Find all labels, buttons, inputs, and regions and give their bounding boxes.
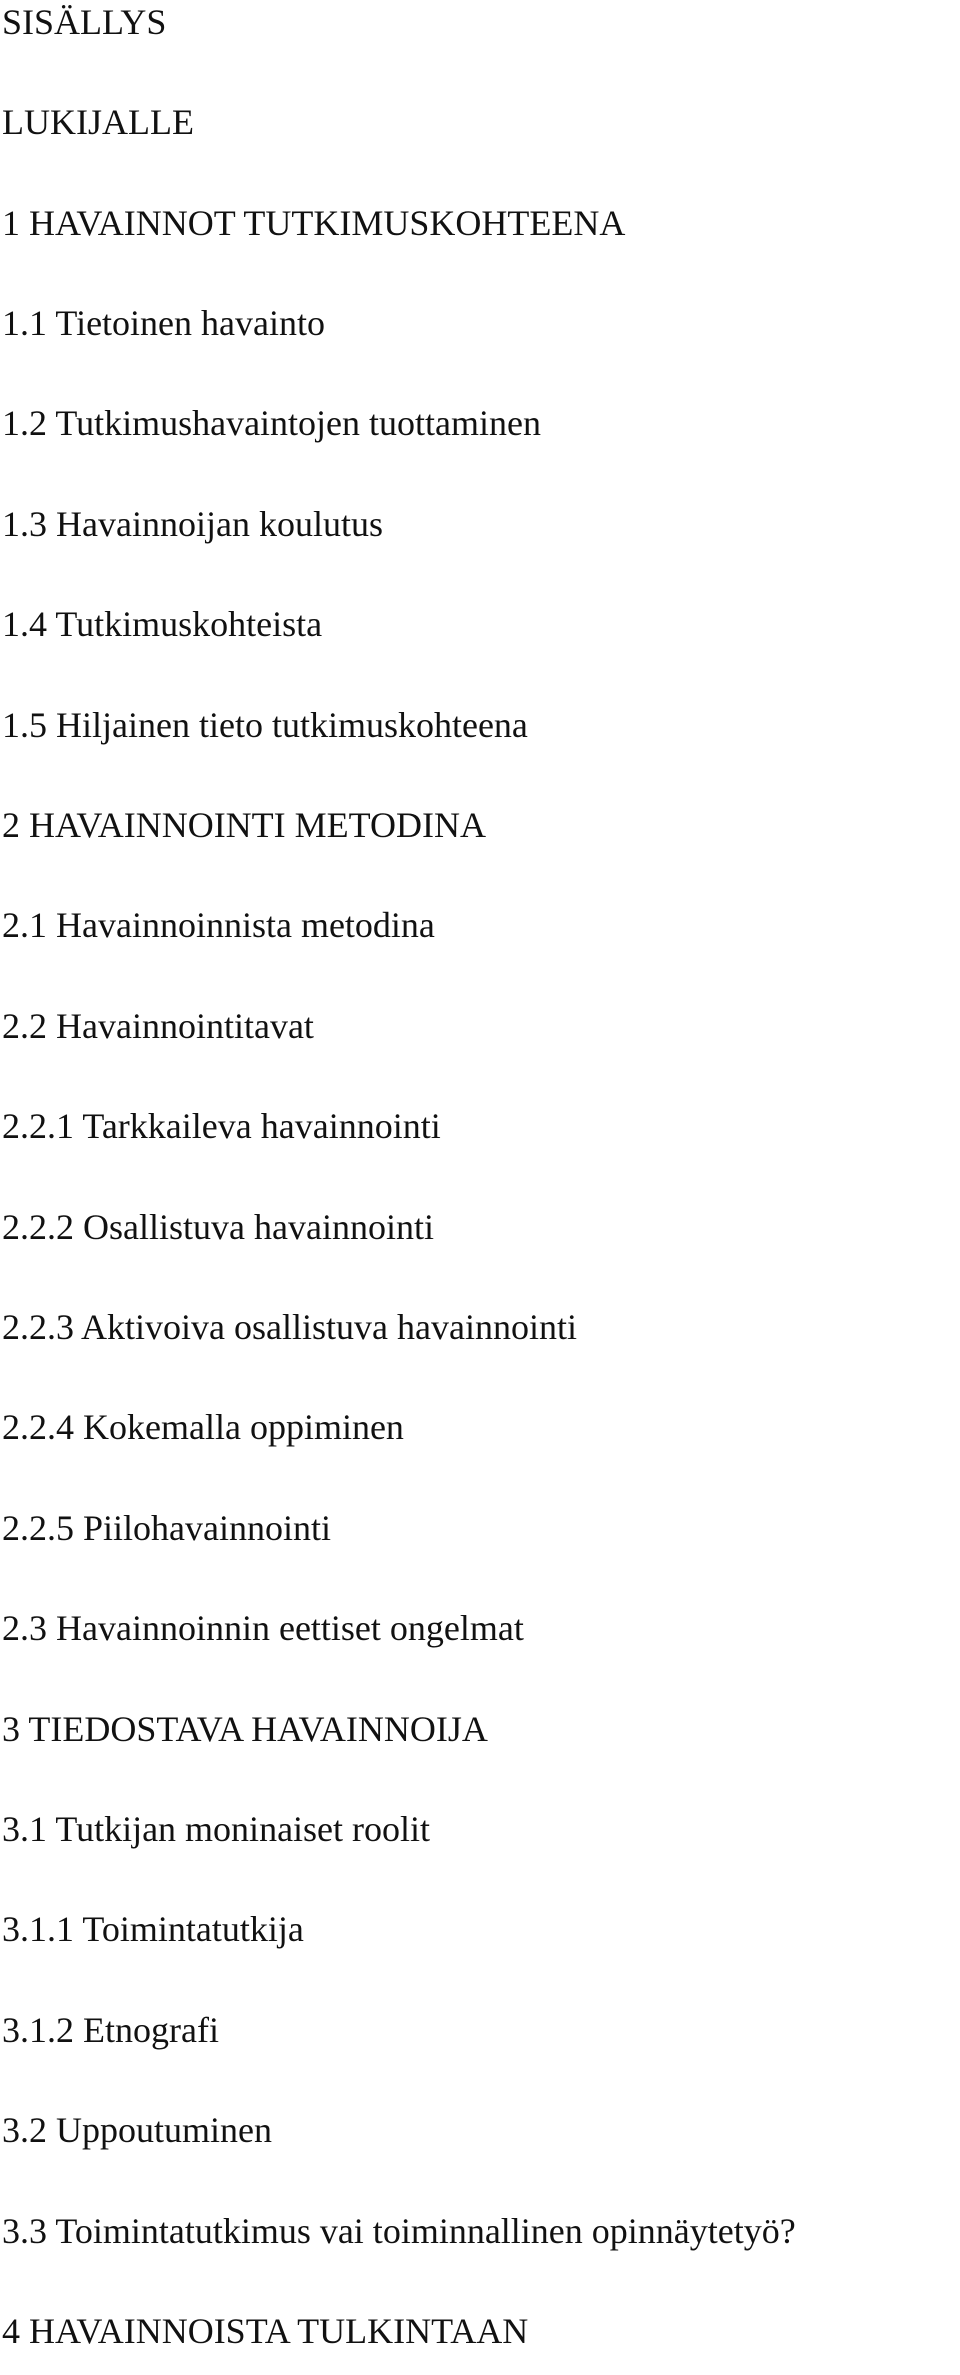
toc-entry-2-2-5: 2.2.5 Piilohavainnointi: [2, 1508, 331, 1548]
toc-heading: SISÄLLYS: [2, 2, 167, 42]
toc-entry-3-1: 3.1 Tutkijan moninaiset roolit: [2, 1809, 431, 1849]
toc-entry-3-1-1: 3.1.1 Toimintatutkija: [2, 1909, 304, 1949]
toc-entry-chapter-4: 4 HAVAINNOISTA TULKINTAAN: [2, 2311, 529, 2351]
toc-entry-1-2: 1.2 Tutkimushavaintojen tuottaminen: [2, 403, 541, 443]
toc-entry-2-2-1: 2.2.1 Tarkkaileva havainnointi: [2, 1106, 441, 1146]
toc-entry-3-1-2: 3.1.2 Etnografi: [2, 2010, 219, 2050]
toc-entry-chapter-2: 2 HAVAINNOINTI METODINA: [2, 805, 486, 845]
toc-entry-2-2-2: 2.2.2 Osallistuva havainnointi: [2, 1207, 434, 1247]
toc-entry-chapter-1: 1 HAVAINNOT TUTKIMUSKOHTEENA: [2, 203, 626, 243]
toc-entry-1-1: 1.1 Tietoinen havainto: [2, 303, 325, 343]
toc-entry-3-2: 3.2 Uppoutuminen: [2, 2110, 272, 2150]
toc-entry-lukijalle: LUKIJALLE: [2, 102, 194, 142]
toc-entry-2-2: 2.2 Havainnointitavat: [2, 1006, 314, 1046]
toc-entry-1-4: 1.4 Tutkimuskohteista: [2, 604, 323, 644]
toc-entry-2-1: 2.1 Havainnoinnista metodina: [2, 905, 435, 945]
toc-entry-2-2-4: 2.2.4 Kokemalla oppiminen: [2, 1407, 404, 1447]
toc-entry-1-5: 1.5 Hiljainen tieto tutkimuskohteena: [2, 705, 528, 745]
toc-entry-1-3: 1.3 Havainnoijan koulutus: [2, 504, 383, 544]
toc-entry-2-2-3: 2.2.3 Aktivoiva osallistuva havainnointi: [2, 1307, 577, 1347]
toc-entry-chapter-3: 3 TIEDOSTAVA HAVAINNOIJA: [2, 1709, 488, 1749]
toc-entry-2-3: 2.3 Havainnoinnin eettiset ongelmat: [2, 1608, 524, 1648]
toc-entry-3-3: 3.3 Toimintatutkimus vai toiminnallinen opinnäytetyö?: [2, 2211, 796, 2251]
